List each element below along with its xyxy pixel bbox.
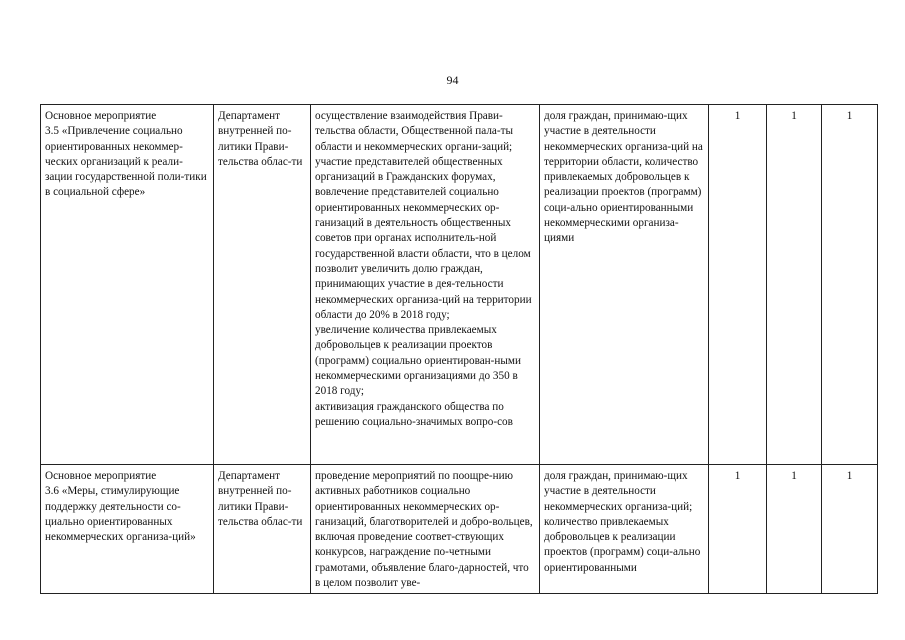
- executor-text: Департамент внутренней по-литики Прави-тельства облас-ти: [218, 110, 303, 168]
- indicator-text: доля граждан, принимаю-щих участие в деятельности некоммерческих организа-ций на территории области, количество привлекаемых добровольцев к реализации проектов (программ) соци-ально ориентированными некоммерческими организа-циями: [544, 110, 703, 245]
- description-text: проведение мероприятий по поощре-нию активных работников социально ориентированных некоммерческих ор-ганизаций, благотворителей и добро-вольцев, включая проведение соответ-ствующих конкурсов, награждение по-четными грамотами, объявление благо-дарностей, что в целом позволит уве-: [315, 470, 533, 590]
- value-cell: 1: [767, 105, 822, 465]
- event-cell: [41, 105, 214, 465]
- description-cell: [311, 465, 540, 594]
- description-cell: [311, 105, 540, 465]
- table-row: [41, 105, 878, 465]
- value-cell: 1: [822, 465, 878, 594]
- value-cell: 1: [709, 105, 767, 465]
- program-table: [40, 104, 878, 594]
- page-number: 94: [446, 73, 459, 87]
- executor-cell: [214, 105, 311, 465]
- executor-text: Департамент внутренней по-литики Прави-тельства облас-ти: [218, 470, 303, 528]
- description-text: осуществление взаимодействия Прави-тельства области, Общественной пала-ты области и некоммерческих органи-заций; участие представителей общественных организаций в Гражданских форумах, вовлечение представителей социально ориентированных некоммерческих ор-ганизаций в деятельность общественных советов при органах исполнитель-ной государственной власти области, что в целом позволит увеличить долю граждан, принимающих участие в дея-тельности некоммерческих организа-ций на территории области до 20% в 2018 году; увеличение количества привлекаемых добровольцев к реализации проектов (программ) социально ориентирован-ными некоммерческими организациями до 350 в 2018 году; активизация гражданского общества по решению социально-значимых вопро-сов: [315, 110, 532, 428]
- value-cell: 1: [767, 465, 822, 594]
- value-cell: 1: [709, 465, 767, 594]
- event-cell: [41, 465, 214, 594]
- event-text: Основное мероприятие 3.5 «Привлечение социально ориентированных некоммер-ческих организаций к реали-зации государственной поли-тики в социальной сфере»: [45, 110, 207, 199]
- value-cell: 1: [822, 105, 878, 465]
- indicator-cell: [540, 105, 709, 465]
- indicator-cell: [540, 465, 709, 594]
- event-text: Основное мероприятие 3.6 «Меры, стимулирующие поддержку деятельности со-циально ориентированных некоммерческих организа-ций»: [45, 470, 196, 544]
- table-row: [41, 465, 878, 594]
- indicator-text: доля граждан, принимаю-щих участие в деятельности некоммерческих организа-ций; количество привлекаемых добровольцев к реализации проектов (программ) соци-ально ориентированными: [544, 470, 701, 574]
- executor-cell: [214, 465, 311, 594]
